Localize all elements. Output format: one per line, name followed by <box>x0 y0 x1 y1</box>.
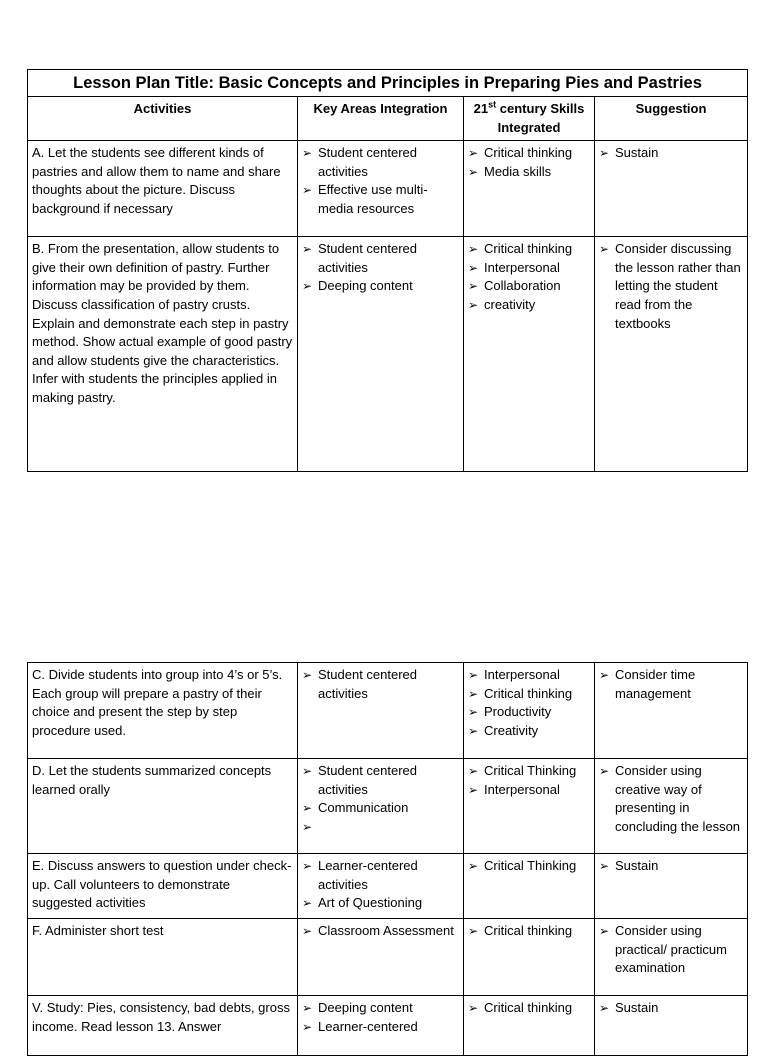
key-area-item <box>302 799 459 818</box>
table-row <box>28 141 748 237</box>
header-skills: 21st century Skills Integrated <box>464 97 595 141</box>
skill-list <box>468 999 590 1018</box>
skill-text: Critical thinking <box>484 923 573 938</box>
suggestion-item <box>599 666 743 703</box>
key-area-text: Art of Questioning <box>318 895 423 911</box>
skill-text: creativity <box>484 296 536 312</box>
arrow-bullet-icon: ➢ <box>468 668 479 682</box>
key-area-text: Learner-centered activities <box>318 858 418 892</box>
skill-item <box>468 277 590 296</box>
suggestion-text: Sustain <box>615 858 659 873</box>
key-area-text: Learner-centered <box>318 1018 418 1034</box>
arrow-bullet-icon: ➢ <box>468 782 479 797</box>
suggestion-list <box>599 922 743 978</box>
arrow-bullet-icon: ➢ <box>302 242 313 257</box>
suggestion-item <box>599 240 743 333</box>
arrow-bullet-icon: ➢ <box>468 686 479 701</box>
skill-item <box>468 144 590 163</box>
key-area-item <box>302 818 459 836</box>
key-area-list <box>302 857 459 913</box>
skills-cell <box>464 919 595 996</box>
activity-cell: C. Divide students into group into 4’s or 5’s. Each group will prepare a pastry of their choice and present the step by step procedure used. <box>28 663 298 759</box>
arrow-bullet-icon: ➢ <box>468 705 479 720</box>
suggestion-cell <box>595 759 748 854</box>
skill-item <box>468 999 590 1018</box>
skill-text: Critical Thinking <box>484 763 577 778</box>
key-area-text: Effective use multi-media resources <box>318 182 428 216</box>
skill-text: Critical Thinking <box>484 858 577 873</box>
skill-item <box>468 666 590 685</box>
skill-text: Interpersonal <box>484 667 560 682</box>
suggestion-text: Consider time management <box>615 667 696 701</box>
header-key-areas: Key Areas Integration <box>298 97 464 141</box>
skill-text: Critical thinking <box>484 145 573 161</box>
suggestion-list <box>599 999 743 1018</box>
lesson-plan-table-bottom <box>27 662 748 1056</box>
key-area-text: Deeping content <box>318 1000 413 1015</box>
arrow-bullet-icon: ➢ <box>599 668 610 682</box>
skill-item <box>468 296 590 315</box>
key-area-item <box>302 144 459 181</box>
skill-item <box>468 259 590 278</box>
skill-text: Critical thinking <box>484 241 573 257</box>
skills-cell <box>464 759 595 854</box>
key-area-item <box>302 894 459 913</box>
key-area-list <box>302 999 459 1036</box>
key-area-item <box>302 922 459 941</box>
key-area-item <box>302 240 459 277</box>
key-area-text: Deeping content <box>318 278 413 294</box>
skill-item <box>468 857 590 876</box>
suggestion-text: Consider using creative way of presenting in concluding the lesson <box>615 763 741 834</box>
suggestion-text: Consider using practical/ practicum examination <box>615 923 727 976</box>
key-area-item <box>302 277 459 296</box>
arrow-bullet-icon: ➢ <box>302 896 313 911</box>
suggestion-cell <box>595 663 748 759</box>
skill-item <box>468 762 590 781</box>
activity-cell: D. Let the students summarized concepts learned orally <box>28 759 298 854</box>
arrow-bullet-icon: ➢ <box>599 859 610 873</box>
skill-text: Critical thinking <box>484 1000 573 1015</box>
table-row <box>28 996 748 1056</box>
skill-list <box>468 857 590 876</box>
key-area-text: Student centered activities <box>318 763 418 797</box>
skill-list <box>468 922 590 941</box>
key-area-text: Student centered activities <box>318 145 418 179</box>
key-areas-cell <box>298 996 464 1056</box>
skill-item <box>468 781 590 800</box>
skill-text: Interpersonal <box>484 259 560 275</box>
arrow-bullet-icon: ➢ <box>599 1001 610 1015</box>
suggestion-item <box>599 144 743 163</box>
skill-text: Collaboration <box>484 278 561 294</box>
activity-cell: V. Study: Pies, consistency, bad debts, gross income. Read lesson 13. Answer <box>28 996 298 1056</box>
skill-text: Critical thinking <box>484 685 573 701</box>
key-areas-cell <box>298 854 464 919</box>
activity-cell: F. Administer short test <box>28 919 298 996</box>
activity-cell: B. From the presentation, allow students to give their own definition of pastry. Further information may be provided by them. Discuss classification of pastry crusts. Explain and demonstrate each step in pastry method. Show actual example of good pastry and allow students give the characteristics. Infer with students the principles applied in making pastry. <box>28 237 298 472</box>
key-area-text: Classroom Assessment <box>318 923 454 938</box>
skill-item <box>468 163 590 182</box>
key-area-list <box>302 922 459 941</box>
arrow-bullet-icon: ➢ <box>468 242 479 257</box>
table-row <box>28 663 748 759</box>
key-area-item <box>302 1018 459 1037</box>
arrow-bullet-icon: ➢ <box>302 183 313 198</box>
skill-list <box>468 666 590 740</box>
suggestion-cell <box>595 141 748 237</box>
skill-item <box>468 685 590 704</box>
suggestion-cell <box>595 996 748 1056</box>
table-row <box>28 237 748 472</box>
arrow-bullet-icon: ➢ <box>302 668 313 682</box>
table-row <box>28 759 748 854</box>
suggestion-item <box>599 922 743 978</box>
lesson-plan-table-top <box>27 69 748 472</box>
arrow-bullet-icon: ➢ <box>468 859 479 873</box>
arrow-bullet-icon: ➢ <box>302 1001 313 1015</box>
arrow-bullet-icon: ➢ <box>302 146 313 161</box>
key-area-item <box>302 999 459 1018</box>
key-area-list <box>302 240 459 296</box>
key-area-list <box>302 144 459 218</box>
arrow-bullet-icon: ➢ <box>468 164 479 179</box>
arrow-bullet-icon: ➢ <box>302 924 313 938</box>
skills-cell <box>464 141 595 237</box>
arrow-bullet-icon: ➢ <box>302 819 313 834</box>
skill-item <box>468 703 590 722</box>
key-area-text: Student centered activities <box>318 667 418 701</box>
suggestion-list <box>599 857 743 876</box>
key-areas-cell <box>298 919 464 996</box>
arrow-bullet-icon: ➢ <box>302 1019 313 1034</box>
suggestion-text: Sustain <box>615 145 659 161</box>
arrow-bullet-icon: ➢ <box>599 146 610 161</box>
arrow-bullet-icon: ➢ <box>468 297 479 312</box>
skills-cell <box>464 237 595 472</box>
skill-list <box>468 144 590 181</box>
skills-cell <box>464 854 595 919</box>
key-area-item <box>302 181 459 218</box>
arrow-bullet-icon: ➢ <box>468 1001 479 1015</box>
suggestion-text: Consider discussing the lesson rather than letting the student read from the textbooks <box>615 241 741 331</box>
key-areas-cell <box>298 663 464 759</box>
arrow-bullet-icon: ➢ <box>302 764 313 778</box>
skill-text: Interpersonal <box>484 781 560 797</box>
key-area-list <box>302 762 459 836</box>
key-area-text: Communication <box>318 800 409 816</box>
arrow-bullet-icon: ➢ <box>302 859 313 873</box>
arrow-bullet-icon: ➢ <box>468 146 479 161</box>
key-areas-cell <box>298 237 464 472</box>
key-area-text: Student centered activities <box>318 241 418 275</box>
arrow-bullet-icon: ➢ <box>302 801 313 816</box>
skill-text: Productivity <box>484 704 552 720</box>
arrow-bullet-icon: ➢ <box>599 924 610 938</box>
skill-item <box>468 922 590 941</box>
key-area-item <box>302 666 459 703</box>
header-activities: Activities <box>28 97 298 141</box>
skill-item <box>468 722 590 741</box>
suggestion-list <box>599 762 743 836</box>
arrow-bullet-icon: ➢ <box>468 260 479 275</box>
key-area-list <box>302 666 459 703</box>
suggestion-text: Sustain <box>615 1000 659 1015</box>
suggestion-cell <box>595 854 748 919</box>
suggestion-list <box>599 144 743 163</box>
suggestion-cell <box>595 919 748 996</box>
skill-list <box>468 762 590 799</box>
suggestion-list <box>599 240 743 333</box>
skill-text: Media skills <box>484 163 552 179</box>
skill-text: Creativity <box>484 722 539 738</box>
activity-cell: A. Let the students see different kinds of pastries and allow them to name and share thoughts about the picture. Discuss background if necessary <box>28 141 298 237</box>
key-areas-cell <box>298 141 464 237</box>
arrow-bullet-icon: ➢ <box>468 723 479 738</box>
arrow-bullet-icon: ➢ <box>468 764 479 778</box>
suggestion-item <box>599 999 743 1018</box>
table-row <box>28 919 748 996</box>
suggestion-item <box>599 762 743 836</box>
key-area-item <box>302 857 459 894</box>
skill-item <box>468 240 590 259</box>
skill-list <box>468 240 590 314</box>
arrow-bullet-icon: ➢ <box>468 279 479 294</box>
arrow-bullet-icon: ➢ <box>302 279 313 294</box>
arrow-bullet-icon: ➢ <box>599 764 610 778</box>
header-suggestion: Suggestion <box>595 97 748 141</box>
suggestion-list <box>599 666 743 703</box>
skills-cell <box>464 996 595 1056</box>
key-area-item <box>302 762 459 799</box>
skills-cell <box>464 663 595 759</box>
key-areas-cell <box>298 759 464 854</box>
suggestion-item <box>599 857 743 876</box>
table-row <box>28 854 748 919</box>
lesson-plan-title: Lesson Plan Title: Basic Concepts and Principles in Preparing Pies and Pastries <box>28 70 748 97</box>
arrow-bullet-icon: ➢ <box>468 924 479 938</box>
arrow-bullet-icon: ➢ <box>599 242 610 257</box>
suggestion-cell <box>595 237 748 472</box>
activity-cell: E. Discuss answers to question under check-up. Call volunteers to demonstrate suggested activities <box>28 854 298 919</box>
